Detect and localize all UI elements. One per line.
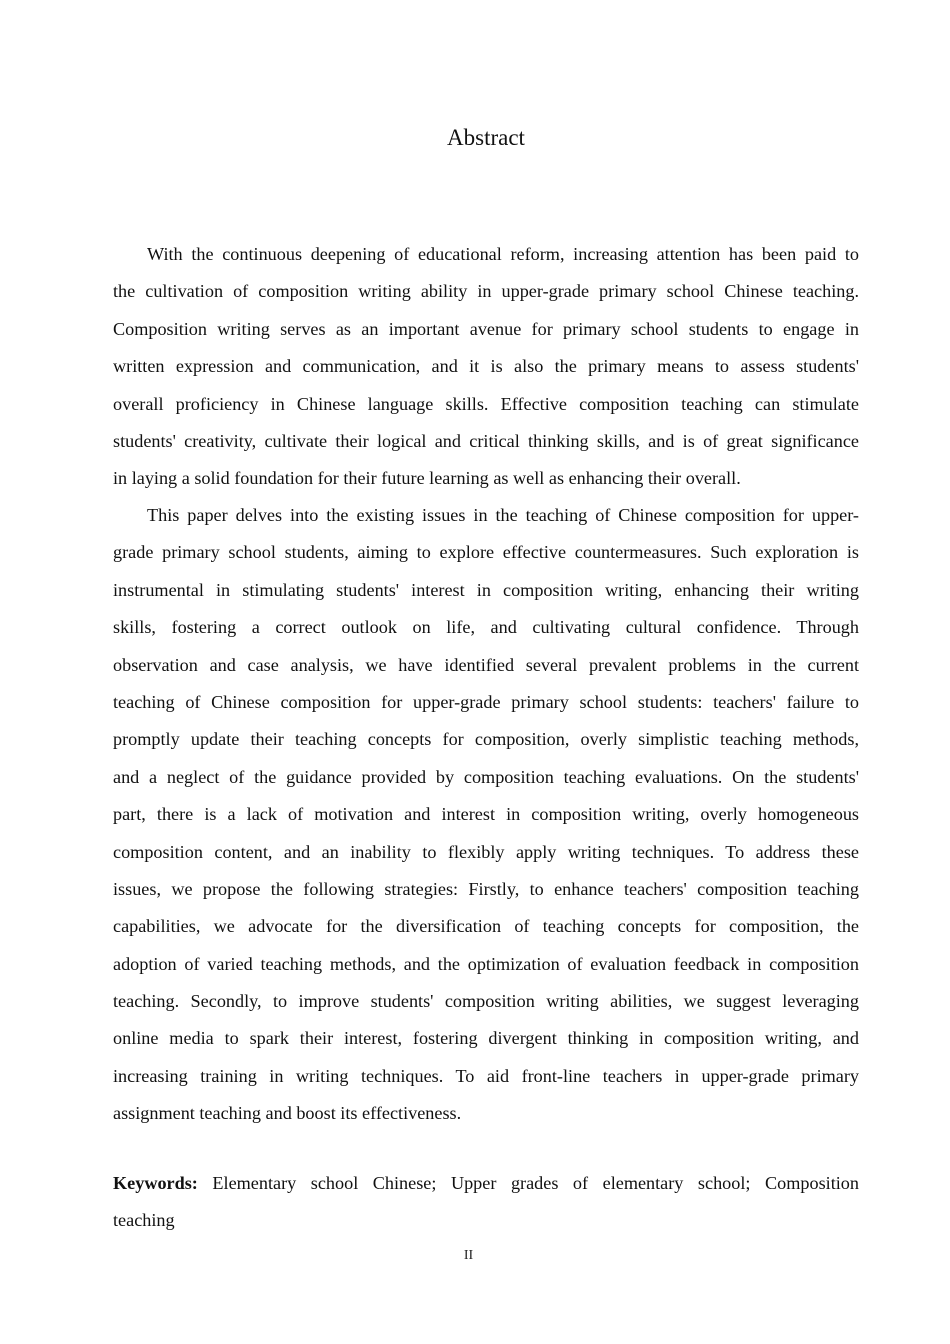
text-line: grade primary school students, aiming to explore effective countermeasures. Such exploration is <box>113 542 859 563</box>
text-line: observation and case analysis, we have identified several prevalent problems in the current <box>113 654 859 675</box>
abstract-paragraph-1 <box>113 236 859 498</box>
text-line: issues, we propose the following strategies: Firstly, to enhance teachers' composition teaching <box>113 878 859 899</box>
keywords-line-2: teaching <box>113 1210 175 1231</box>
text-line: Composition writing serves as an important avenue for primary school students to engage in <box>113 318 859 339</box>
abstract-title: Abstract <box>447 125 525 150</box>
text-line: and a neglect of the guidance provided by composition teaching evaluations. On the students' <box>113 766 859 787</box>
text-line: composition content, and an inability to flexibly apply writing techniques. To address these <box>113 841 859 862</box>
text-line: teaching. Secondly, to improve students' composition writing abilities, we suggest leveraging <box>113 991 859 1012</box>
text-line: students' creativity, cultivate their logical and critical thinking skills, and is of great significance <box>113 430 859 451</box>
text-line: increasing training in writing techniques. To aid front-line teachers in upper-grade primary <box>113 1065 859 1086</box>
text-line: promptly update their teaching concepts for composition, overly simplistic teaching methods, <box>113 729 859 750</box>
keywords-section <box>113 1165 859 1240</box>
text-line: skills, fostering a correct outlook on life, and cultivating cultural confidence. Through <box>113 617 859 638</box>
text-line: online media to spark their interest, fostering divergent thinking in composition writing, and <box>113 1028 859 1049</box>
keywords-values: Elementary school Chinese; Upper grades of elementary school; Composition <box>212 1173 859 1193</box>
keywords-line-1 <box>113 1165 859 1202</box>
text-line: overall proficiency in Chinese language skills. Effective composition teaching can stimulate <box>113 393 859 414</box>
abstract-paragraph-2 <box>113 497 859 1133</box>
text-line: teaching of Chinese composition for upper-grade primary school students: teachers' failure to <box>113 691 859 712</box>
text-line: instrumental in stimulating students' interest in composition writing, enhancing their writing <box>113 579 859 600</box>
text-line: part, there is a lack of motivation and interest in composition writing, overly homogeneous <box>113 804 859 825</box>
text-line: capabilities, we advocate for the diversification of teaching concepts for composition, the <box>113 916 859 937</box>
page-number: II <box>463 1248 474 1263</box>
text-line: in laying a solid foundation for their future learning as well as enhancing their overall. <box>113 468 741 489</box>
text-line: adoption of varied teaching methods, and the optimization of evaluation feedback in composition <box>113 953 859 974</box>
text-line: With the continuous deepening of educational reform, increasing attention has been paid to <box>147 244 859 264</box>
text-line: written expression and communication, and it is also the primary means to assess students' <box>113 356 859 377</box>
keywords-label: Keywords: <box>113 1173 198 1193</box>
text-line: the cultivation of composition writing ability in upper-grade primary school Chinese teaching. <box>113 281 859 302</box>
text-line: This paper delves into the existing issues in the teaching of Chinese composition for upper- <box>147 505 859 525</box>
text-line: assignment teaching and boost its effectiveness. <box>113 1103 462 1124</box>
